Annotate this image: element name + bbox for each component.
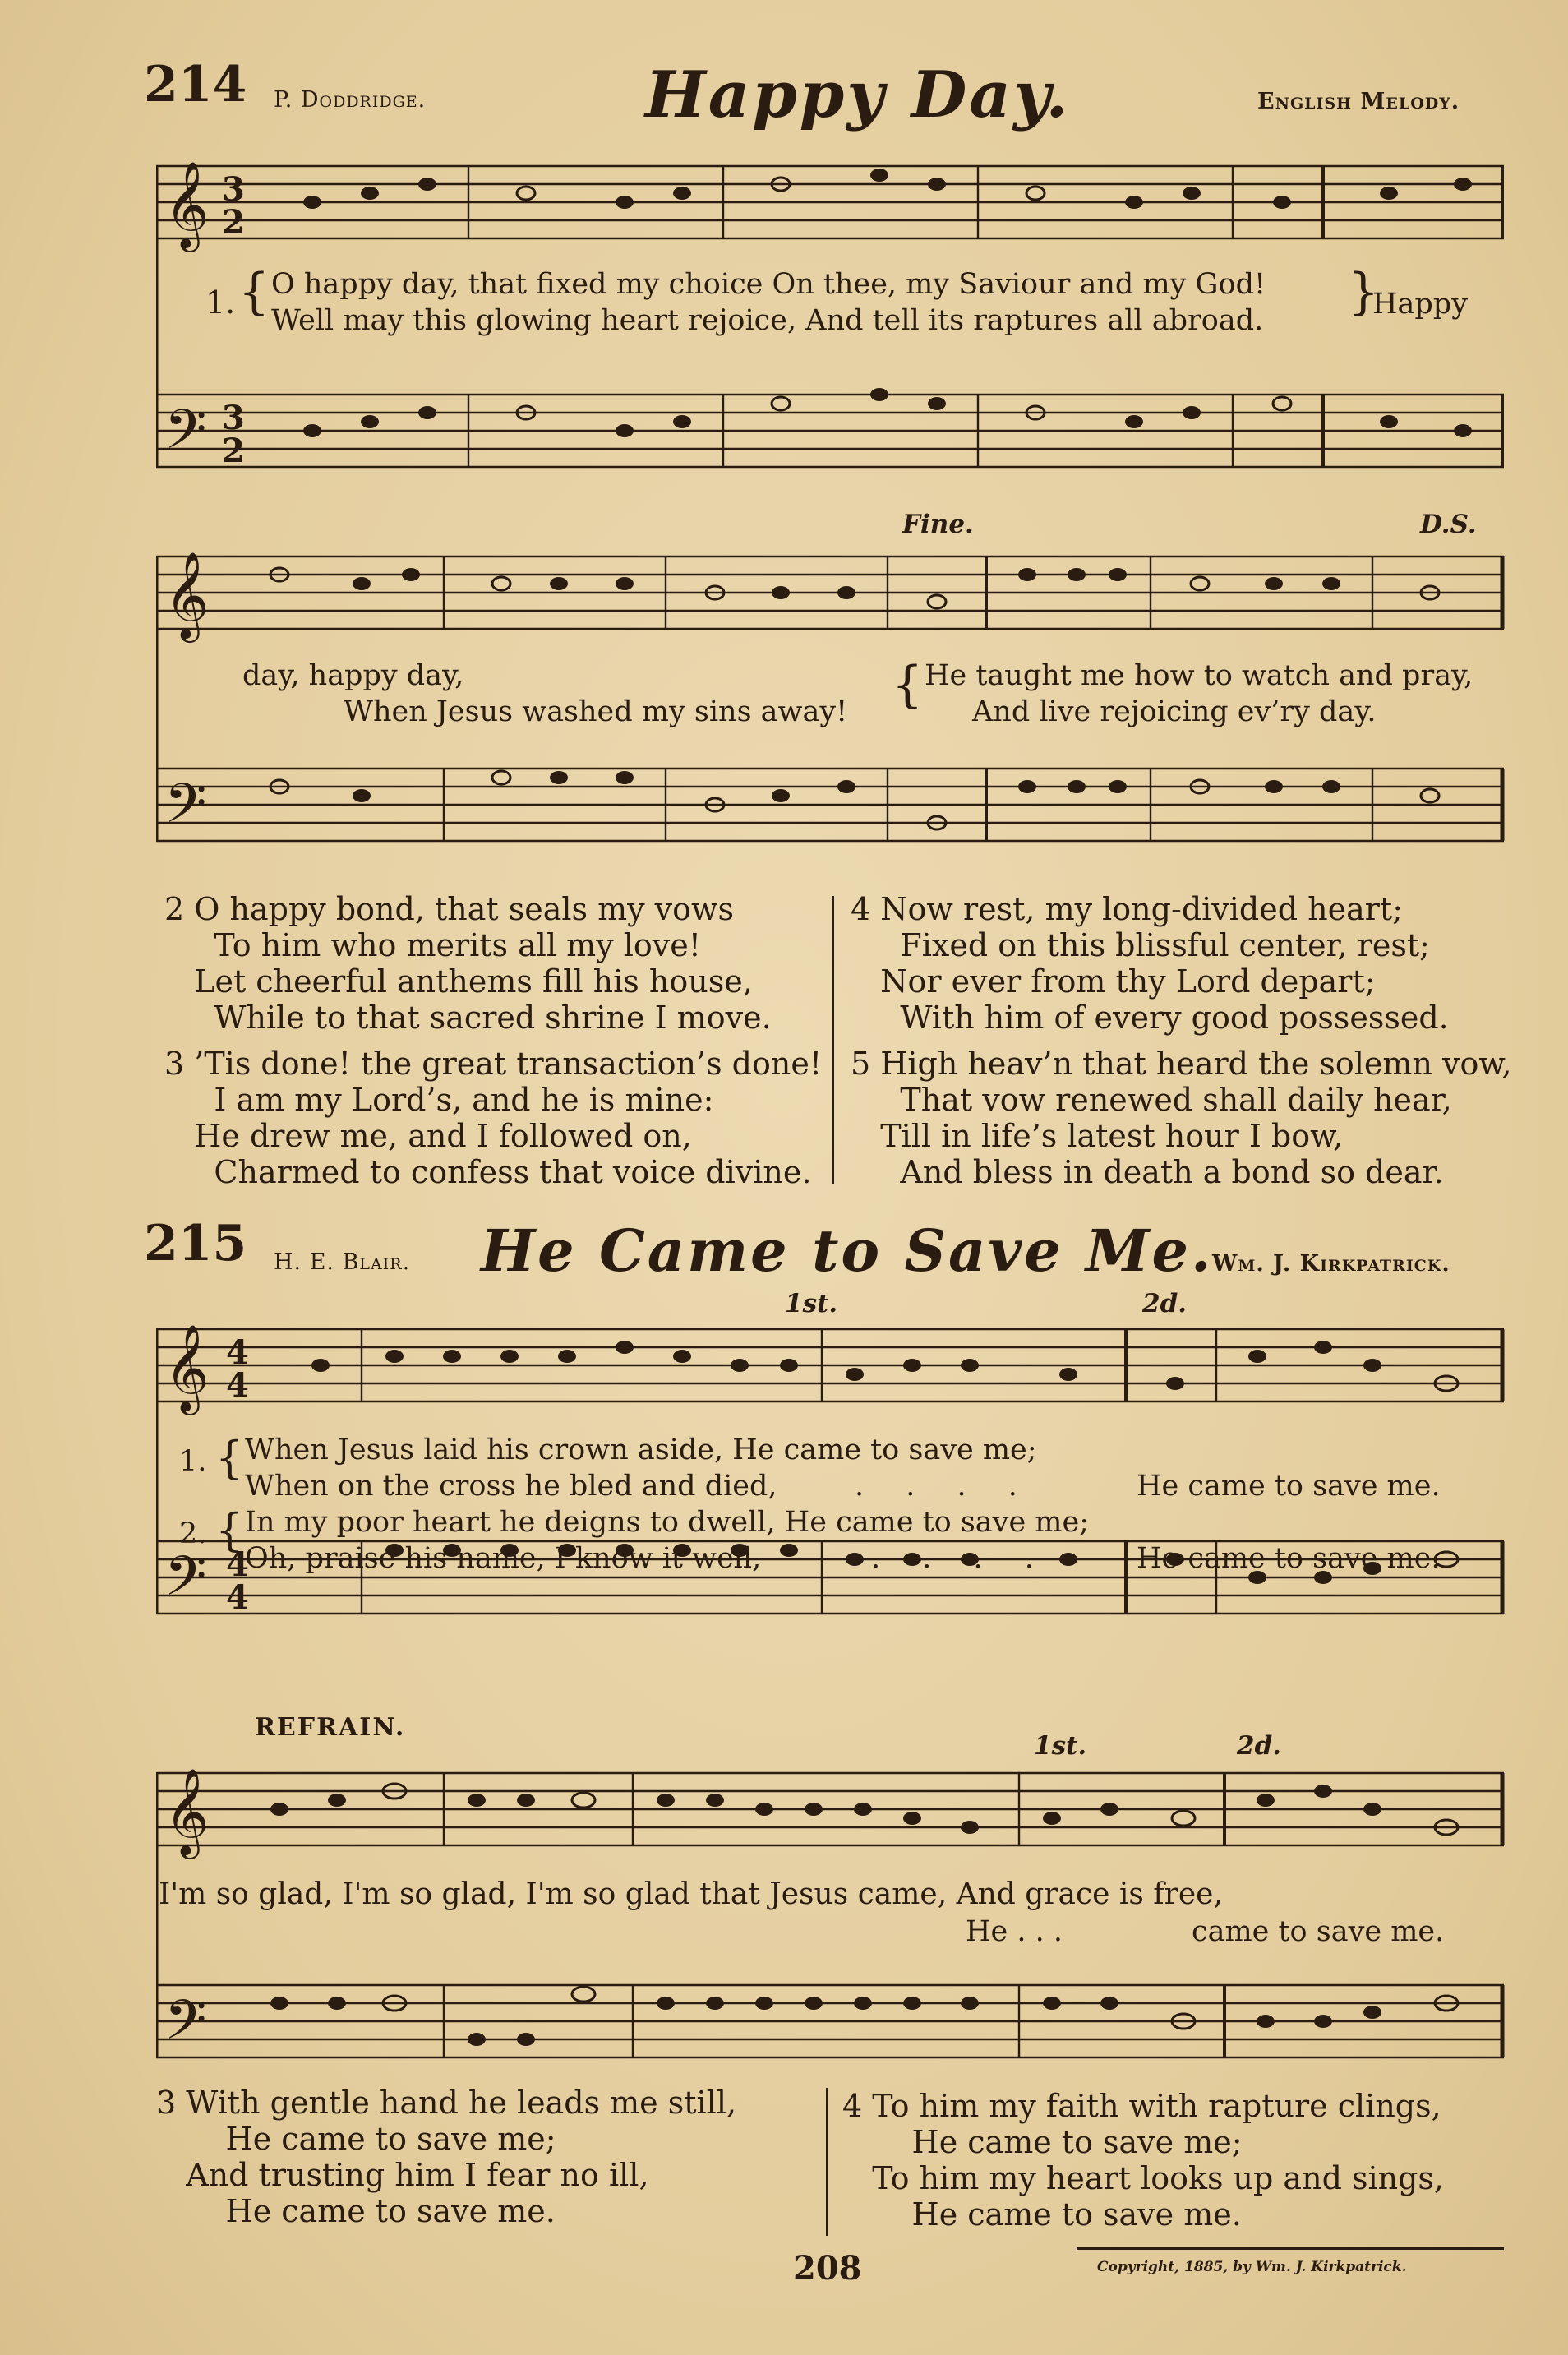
hymn-214-line-2a: day, happy day,	[242, 659, 464, 692]
svg-text:𝄢: 𝄢	[164, 1545, 207, 1621]
hymn-215-v2-line-b: Oh, praise his name, I know it well,	[245, 1542, 762, 1575]
hymn-214-line-2b: When Jesus washed my sins away!	[344, 695, 848, 728]
svg-text:4: 4	[226, 1545, 249, 1584]
hymn-214-ds: D.S.	[1420, 510, 1477, 539]
hymn-214-verse-2: 2 O happy bond, that seals my vows To him who merits all my love! Let cheerful anthems fill his house, While to that sacred shrine I move.	[164, 891, 772, 1036]
svg-text:3: 3	[222, 170, 245, 209]
hymn-214-brace-right: }	[1348, 263, 1380, 321]
svg-text:2: 2	[222, 432, 245, 470]
hymn-215-title: He Came to Save Me.	[481, 1217, 1214, 1285]
hymn-215-v1-line-b: When on the cross he bled and died,	[245, 1470, 777, 1503]
copyright-rule	[1077, 2247, 1504, 2250]
hymn-214-author: P. Doddridge.	[274, 87, 427, 113]
svg-text:2: 2	[222, 203, 245, 242]
svg-text:𝄢: 𝄢	[164, 1988, 207, 2065]
svg-text:𝄢: 𝄢	[164, 398, 207, 474]
hymn-215-v2-brace: {	[215, 1504, 244, 1556]
svg-text:𝄢: 𝄢	[164, 772, 207, 848]
svg-text:𝄞: 𝄞	[164, 160, 210, 248]
hymn-214-line-1a: O happy day, that fixed my choice On thee, my Saviour and my God!	[271, 268, 1266, 301]
hymn-214-happy: Happy	[1372, 288, 1468, 321]
hymn-215-number: 215	[144, 1215, 247, 1272]
hymn-214-line-1b: Well may this glowing heart rejoice, And tell its raptures all abroad.	[271, 304, 1264, 337]
svg-text:𝄞: 𝄞	[164, 1323, 210, 1411]
svg-text:4: 4	[226, 1578, 249, 1617]
hymn-215-v1-brace: {	[215, 1432, 244, 1484]
hymn-215-refrain-label: REFRAIN.	[255, 1713, 406, 1742]
hymn-215-verse-4: 4 To him my faith with rapture clings, He came to save me; To him my heart looks up and sings, He came to save me.	[842, 2088, 1445, 2233]
hymn-215-v1-line-a: When Jesus laid his crown aside, He came to save me;	[245, 1434, 1037, 1466]
svg-text:𝄞: 𝄞	[164, 551, 210, 639]
hymn-215-refrain-he: He . . .	[966, 1915, 1063, 1948]
hymn-215-first-ending: 1st.	[785, 1289, 838, 1318]
hymn-215-v1-came: He came to save me.	[1137, 1470, 1441, 1503]
hymn-214-composer: English Melody.	[1257, 89, 1460, 114]
verse-divider-215	[826, 2088, 828, 2236]
hymn-215-refrain-second: 2d.	[1237, 1731, 1282, 1761]
hymn-214-verse-3: 3 ’Tis done! the great transaction’s done! I am my Lord’s, and he is mine: He drew me, and I followed on, Charmed to confess that voice divine.	[164, 1046, 823, 1190]
hymn-215-v1-number: 1.	[179, 1445, 207, 1478]
hymn-214-line-2d: And live rejoicing ev’ry day.	[972, 695, 1377, 728]
hymn-215-author: H. E. Blair.	[274, 1249, 411, 1275]
hymn-214-fine: Fine.	[902, 510, 974, 539]
hymn-215-v2-line-a: In my poor heart he deigns to dwell, He came to save me;	[245, 1506, 1089, 1539]
hymn-214-brace-refrain: {	[892, 656, 924, 713]
hymn-214-verse-number: 1.	[205, 284, 236, 321]
hymn-215-refrain-line-1: I'm so glad, I'm so glad, I'm so glad that Jesus came, And grace is free,	[159, 1877, 1223, 1911]
hymn-214-brace-left: {	[238, 263, 270, 321]
hymn-215-v2-number: 2.	[179, 1517, 207, 1550]
copyright-notice: Copyright, 1885, by Wm. J. Kirkpatrick.	[1097, 2259, 1407, 2275]
hymn-214-number: 214	[144, 56, 247, 113]
hymn-215-v2-came: He came to save me.	[1137, 1542, 1441, 1575]
hymn-214-verse-4: 4 Now rest, my long-divided heart; Fixed on this blissful center, rest; Nor ever from thy Lord depart; With him of every good possessed.	[851, 891, 1449, 1036]
hymn-215-v2-dots: . . . .	[871, 1542, 1050, 1575]
svg-text:4: 4	[226, 1366, 249, 1405]
svg-text:4: 4	[226, 1333, 249, 1372]
svg-text:𝄞: 𝄞	[164, 1767, 210, 1855]
verse-divider-214	[832, 896, 834, 1184]
hymn-214-line-2c: He taught me how to watch and pray,	[925, 659, 1473, 692]
hymn-215-composer: Wm. J. Kirkpatrick.	[1212, 1251, 1450, 1277]
hymn-215-verse-3: 3 With gentle hand he leads me still, He came to save me; And trusting him I fear no ill, He came to save me.	[156, 2085, 737, 2229]
hymn-214-verse-5: 5 High heav’n that heard the solemn vow, That vow renewed shall daily hear, Till in life’s latest hour I bow, And bless in death a bond so dear.	[851, 1046, 1512, 1190]
hymn-215-refrain-came: came to save me.	[1192, 1915, 1445, 1948]
svg-text:3: 3	[222, 399, 245, 437]
page-number: 208	[793, 2249, 862, 2288]
hymn-215-v1-dots: . . . .	[855, 1470, 1034, 1503]
hymn-215-refrain-first: 1st.	[1034, 1731, 1087, 1761]
hymn-215-second-ending: 2d.	[1142, 1289, 1188, 1318]
hymn-214-title: Happy Day.	[645, 58, 1071, 132]
